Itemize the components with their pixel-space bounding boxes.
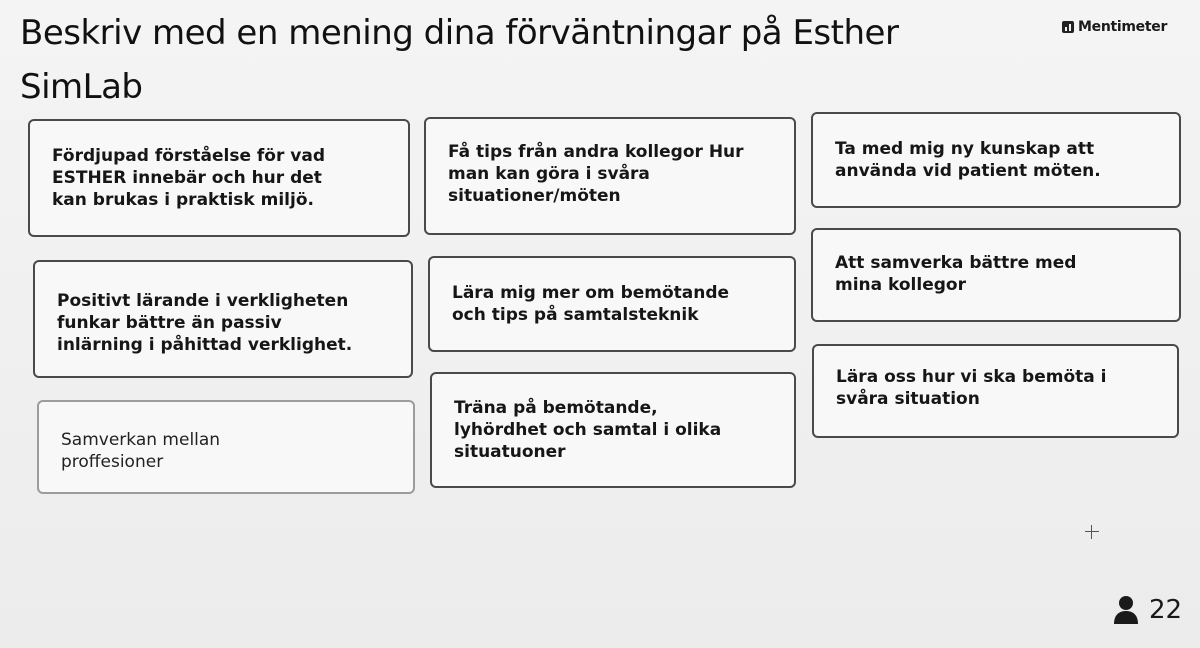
response-line: Samverkan mellan [61,430,221,450]
response-line: situationer/möten [448,186,621,206]
mentimeter-logo-icon [1062,21,1074,33]
response-line: svåra situation [836,389,980,409]
page-title: Beskriv med en mening dina förväntningar på Esther SimLab [20,13,899,107]
response-line: och tips på samtalsteknik [452,305,699,325]
response-text [836,366,1107,410]
response-line: Träna på bemötande, [454,398,658,418]
response-card [811,112,1181,208]
response-line: använda vid patient möten. [835,161,1101,181]
response-line: Lära oss hur vi ska bemöta i [836,367,1107,387]
response-text [454,397,721,463]
response-line: Lära mig mer om bemötande [452,283,730,303]
participant-counter [1113,592,1182,628]
response-line: ESTHER innebär och hur det [52,168,322,188]
crosshair-cursor-icon [1085,525,1099,539]
response-line: mina kollegor [835,275,966,295]
response-card [428,256,796,352]
response-card [33,260,413,378]
brand-logo [1062,17,1167,37]
response-line: funkar bättre än passiv [57,313,282,333]
response-card [811,228,1181,322]
response-text [452,282,729,326]
response-text [57,290,352,356]
person-icon [1113,595,1139,625]
response-card [37,400,415,494]
response-line: Få tips från andra kollegor Hur [448,142,744,162]
response-line: kan brukas i praktisk miljö. [52,190,314,210]
response-text [61,429,220,473]
response-line: Fördjupad förståelse för vad [52,146,326,166]
response-line: proffesioner [61,452,164,472]
response-line: Positivt lärande i verkligheten [57,291,349,311]
response-line: situatuoner [454,442,566,462]
response-line: Att samverka bättre med [835,253,1077,273]
response-line: lyhördhet och samtal i olika [454,420,722,440]
response-card [430,372,796,488]
response-card [28,119,410,237]
response-line: inlärning i påhittad verklighet. [57,335,353,355]
response-text [52,145,325,211]
response-card [424,117,796,235]
brand-name: Mentimeter [1078,19,1168,35]
response-line: Ta med mig ny kunskap att [835,139,1095,159]
response-line: man kan göra i svåra [448,164,650,184]
response-text [835,138,1101,182]
response-card [812,344,1179,438]
response-text [448,141,744,207]
response-text [835,252,1076,296]
participant-count: 22 [1149,595,1183,625]
